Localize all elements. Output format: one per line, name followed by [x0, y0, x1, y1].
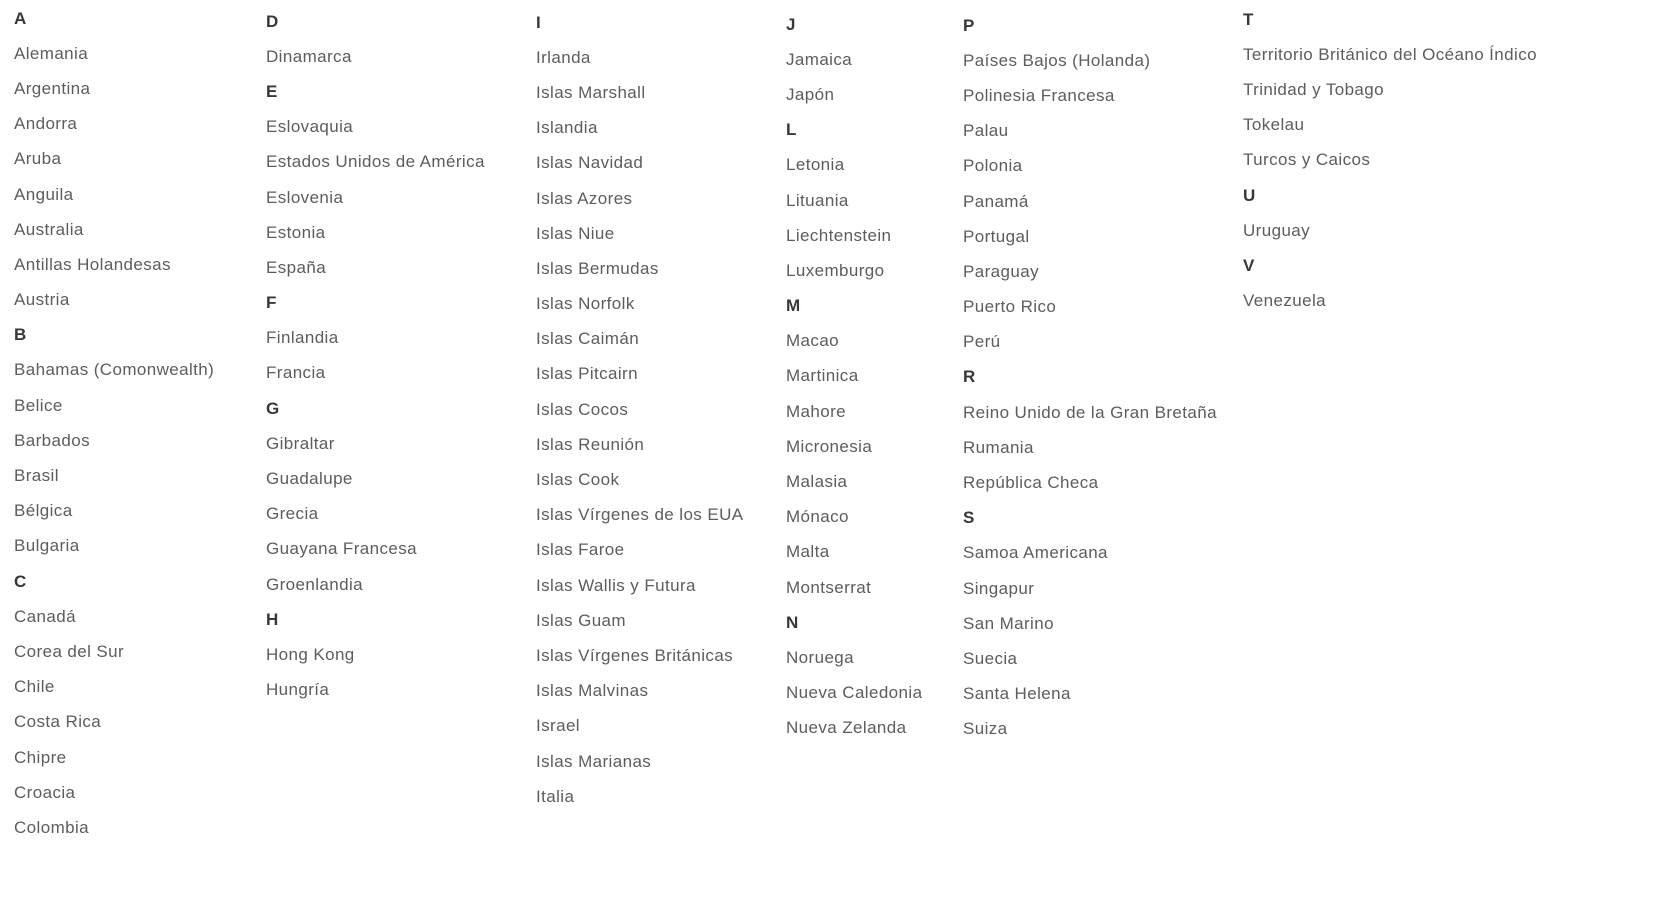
directory-column — [786, 7, 963, 746]
country-link[interactable]: Hungría — [266, 680, 330, 700]
country-link[interactable]: Palau — [963, 121, 1009, 141]
country-link[interactable]: Francia — [266, 363, 326, 383]
country-link[interactable]: Alemania — [14, 43, 89, 63]
country-link[interactable]: Israel — [536, 716, 580, 736]
country-link[interactable]: Corea del Sur — [14, 641, 125, 661]
directory-column — [536, 5, 786, 814]
country-link[interactable]: Gibraltar — [266, 433, 335, 453]
country-link[interactable]: Islas Caimán — [536, 329, 640, 349]
country-link[interactable]: Perú — [963, 332, 1001, 352]
country-link[interactable]: Liechtenstein — [786, 225, 892, 245]
letter-header: E — [266, 81, 278, 101]
country-link[interactable]: Islas Faroe — [536, 540, 625, 560]
country-link[interactable]: Nueva Zelanda — [786, 718, 907, 738]
country-link[interactable]: Croacia — [14, 782, 76, 802]
country-link[interactable]: Finlandia — [266, 328, 339, 348]
country-link[interactable]: Brasil — [14, 466, 59, 486]
letter-header: B — [14, 325, 27, 345]
country-link[interactable]: Países Bajos (Holanda) — [963, 50, 1151, 70]
country-link[interactable]: Paraguay — [963, 261, 1039, 281]
country-link[interactable]: Eslovaquia — [266, 117, 354, 137]
letter-header: L — [786, 120, 797, 140]
country-link[interactable]: Polonia — [963, 156, 1023, 176]
country-link[interactable]: Santa Helena — [963, 684, 1071, 704]
country-link[interactable]: Islas Guam — [536, 610, 626, 630]
country-link[interactable]: Canadá — [14, 606, 76, 626]
country-link[interactable]: Micronesia — [786, 436, 873, 456]
country-link[interactable]: Costa Rica — [14, 712, 102, 732]
country-link[interactable]: Islas Bermudas — [536, 258, 659, 278]
country-link[interactable]: Venezuela — [1243, 291, 1327, 311]
country-link[interactable]: Reino Unido de la Gran Bretaña — [963, 402, 1217, 422]
letter-header: R — [963, 367, 976, 387]
country-link[interactable]: Chile — [14, 677, 55, 697]
country-link[interactable]: Chipre — [14, 747, 67, 767]
letter-header: I — [536, 12, 542, 32]
country-link[interactable]: Territorio Británico del Océano Índico — [1243, 44, 1537, 64]
country-link[interactable]: Jamaica — [786, 49, 853, 69]
country-link[interactable]: Antillas Holandesas — [14, 254, 171, 274]
country-link[interactable]: Islandia — [536, 118, 598, 138]
letter-header: G — [266, 398, 280, 418]
country-link[interactable]: Singapur — [963, 578, 1035, 598]
country-link[interactable]: Polinesia Francesa — [963, 85, 1115, 105]
letter-header: F — [266, 293, 277, 313]
country-link[interactable]: Estados Unidos de América — [266, 152, 485, 172]
country-link[interactable]: Portugal — [963, 226, 1030, 246]
country-link[interactable]: Malta — [786, 542, 830, 562]
country-link[interactable]: Hong Kong — [266, 644, 355, 664]
country-link[interactable]: Islas Marshall — [536, 82, 646, 102]
directory-column — [963, 8, 1243, 747]
directory-column — [266, 4, 536, 708]
country-link[interactable]: Islas Marianas — [536, 751, 652, 771]
country-link[interactable]: Irlanda — [536, 47, 591, 67]
country-directory — [14, 1, 1679, 846]
country-link[interactable]: Islas Vírgenes de los EUA — [536, 505, 744, 525]
country-link[interactable]: Martinica — [786, 366, 859, 386]
country-link[interactable]: Montserrat — [786, 577, 872, 597]
country-link[interactable]: Puerto Rico — [963, 297, 1057, 317]
country-link[interactable]: Islas Malvinas — [536, 681, 649, 701]
country-link[interactable]: Japón — [786, 84, 835, 104]
letter-header: C — [14, 571, 27, 591]
country-link[interactable]: Anguila — [14, 184, 74, 204]
country-link[interactable]: Trinidad y Tobago — [1243, 79, 1384, 99]
country-link[interactable]: Bahamas (Comonwealth) — [14, 360, 215, 380]
country-link[interactable]: San Marino — [963, 613, 1054, 633]
country-link[interactable]: Mahore — [786, 401, 847, 421]
country-link[interactable]: Guadalupe — [266, 469, 353, 489]
country-link[interactable]: Islas Azores — [536, 188, 633, 208]
directory-column — [1243, 2, 1679, 319]
letter-header: A — [14, 8, 27, 28]
letter-header: U — [1243, 185, 1256, 205]
country-link[interactable]: Colombia — [14, 817, 90, 837]
country-link[interactable]: Argentina — [14, 78, 91, 98]
letter-header: N — [786, 612, 799, 632]
country-link[interactable]: Islas Norfolk — [536, 294, 635, 314]
letter-header: P — [963, 15, 975, 35]
letter-header: J — [786, 14, 796, 34]
country-link[interactable]: Islas Vírgenes Británicas — [536, 645, 734, 665]
country-link[interactable]: Belice — [14, 395, 63, 415]
country-link[interactable]: Islas Cocos — [536, 399, 629, 419]
country-link[interactable]: Islas Pitcairn — [536, 364, 638, 384]
country-link[interactable]: Turcos y Caicos — [1243, 150, 1371, 170]
country-link[interactable]: Nueva Caledonia — [786, 683, 923, 703]
country-link[interactable]: Luxemburgo — [786, 260, 885, 280]
country-link[interactable]: Islas Wallis y Futura — [536, 575, 696, 595]
country-link[interactable]: Tokelau — [1243, 115, 1305, 135]
country-link[interactable]: Aruba — [14, 149, 62, 169]
country-link[interactable]: Lituania — [786, 190, 849, 210]
country-link[interactable]: Samoa Americana — [963, 543, 1108, 563]
country-link[interactable]: República Checa — [963, 473, 1099, 493]
country-link[interactable]: Groenlandia — [266, 574, 364, 594]
country-link[interactable]: Bélgica — [14, 501, 73, 521]
country-link[interactable]: Suecia — [963, 648, 1018, 668]
country-link[interactable]: Islas Reunión — [536, 434, 645, 454]
country-link[interactable]: Eslovenia — [266, 187, 344, 207]
letter-header: M — [786, 296, 801, 316]
country-link[interactable]: Islas Niue — [536, 223, 615, 243]
country-link[interactable]: Estonia — [266, 222, 326, 242]
country-link[interactable]: Grecia — [266, 504, 319, 524]
letter-header: S — [963, 508, 975, 528]
country-link[interactable]: Malasia — [786, 472, 848, 492]
letter-header: H — [266, 609, 279, 629]
country-link[interactable]: Panamá — [963, 191, 1029, 211]
country-link[interactable]: Uruguay — [1243, 220, 1311, 240]
letter-header: V — [1243, 255, 1255, 275]
country-link[interactable]: Islas Navidad — [536, 153, 644, 173]
country-link[interactable]: Dinamarca — [266, 46, 352, 66]
directory-column — [14, 1, 266, 846]
country-link[interactable]: Rumania — [963, 437, 1034, 457]
country-link[interactable]: Islas Cook — [536, 470, 620, 490]
country-link[interactable]: España — [266, 257, 327, 277]
country-link[interactable]: Andorra — [14, 114, 78, 134]
country-link[interactable]: Bulgaria — [14, 536, 80, 556]
country-link[interactable]: Letonia — [786, 155, 845, 175]
country-link[interactable]: Barbados — [14, 430, 90, 450]
letter-header: T — [1243, 9, 1254, 29]
country-link[interactable]: Austria — [14, 290, 70, 310]
country-link[interactable]: Suiza — [963, 719, 1008, 739]
country-link[interactable]: Australia — [14, 219, 84, 239]
country-link[interactable]: Mónaco — [786, 507, 849, 527]
country-link[interactable]: Guayana Francesa — [266, 539, 417, 559]
country-link[interactable]: Macao — [786, 331, 840, 351]
country-link[interactable]: Noruega — [786, 647, 855, 667]
letter-header: D — [266, 11, 279, 31]
country-link[interactable]: Italia — [536, 786, 575, 806]
